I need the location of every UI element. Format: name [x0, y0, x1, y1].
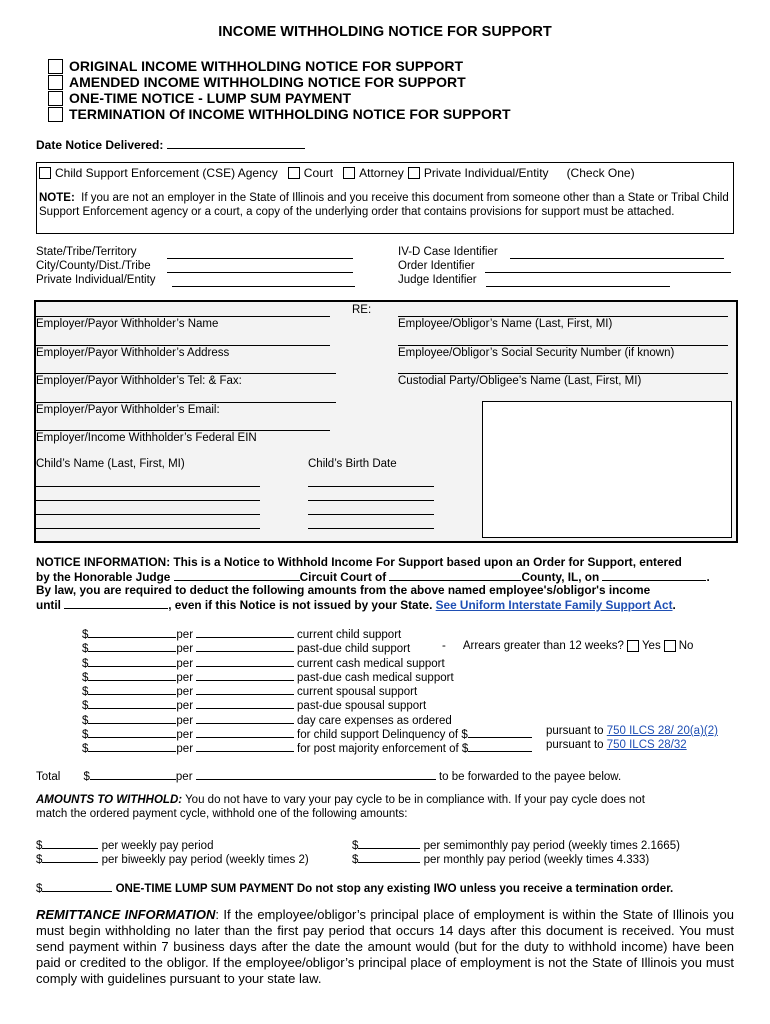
- per-label: per: [176, 714, 194, 727]
- payment-row: [82, 669, 454, 684]
- child-name-field[interactable]: [36, 500, 260, 501]
- payment-description: current spousal support: [297, 686, 418, 698]
- payment-amount-field[interactable]: [88, 655, 176, 667]
- ilcs-link[interactable]: 750 ILCS 28/32: [606, 739, 687, 751]
- notice-info-line4: until , even if this Notice is not issued by your State. See Uniform Interstate Family Support Act.: [36, 598, 676, 612]
- payment-row: [82, 655, 445, 670]
- note-text: If you are not an employer in the State of Illinois and you receive this document from someone other than a State or Tribal Child Support Enforcement agency or a court, a copy of the underlying order that contains provisions for support must be attached.: [39, 192, 729, 218]
- lump-sum-label: ONE-TIME LUMP SUM PAYMENT Do not stop any existing IWO unless you receive a termination order.: [115, 883, 674, 895]
- payment-description: for child support Delinquency of $: [297, 728, 468, 741]
- monthly-amount-field[interactable]: [358, 851, 420, 863]
- judge-identifier-label: Judge Identifier: [398, 274, 477, 286]
- payment-frequency-field[interactable]: [196, 740, 294, 752]
- payment-description: past-due spousal support: [297, 700, 427, 713]
- amounts-paragraph: [36, 794, 645, 806]
- checkbox[interactable]: [408, 167, 420, 179]
- dollar-sign: $: [82, 657, 89, 670]
- dollar-sign: $: [352, 854, 359, 866]
- payment-description: for post majority enforcement of $: [297, 743, 469, 755]
- date-delivered-field[interactable]: [167, 137, 305, 149]
- notice-option-original[interactable]: [48, 58, 463, 74]
- payment-description: current child support: [297, 629, 402, 641]
- notice-option-one-time[interactable]: [48, 90, 351, 106]
- circuit-court-label: Circuit Court of: [299, 570, 390, 584]
- notice-info-line1: NOTICE INFORMATION: This is a Notice to Withhold Income For Support based upon an Order for Support, entered: [36, 555, 682, 569]
- total-tail: to be forwarded to the payee below.: [438, 771, 622, 783]
- city-county-label: City/County/Dist./Tribe: [36, 260, 151, 272]
- custodial-party-label: Custodial Party/Obligee’s Name (Last, First, MI): [398, 375, 642, 387]
- payment-row: [82, 626, 401, 641]
- checkbox[interactable]: [48, 75, 63, 90]
- payment-row: [82, 640, 410, 655]
- employer-email-label: Employer/Payor Withholder’s Email:: [36, 404, 220, 416]
- payment-frequency-field[interactable]: [196, 697, 294, 709]
- until-label: until: [36, 598, 65, 612]
- employee-name-field[interactable]: [398, 316, 728, 317]
- employer-address-field[interactable]: [36, 345, 330, 346]
- circuit-court-field[interactable]: [389, 569, 521, 581]
- date-delivered-row: [36, 137, 305, 152]
- not-issued-text: , even if this Notice is not issued by your State.: [168, 598, 433, 612]
- semimonthly-option: [352, 837, 680, 852]
- semimonthly-label: per semimonthly pay period (weekly times 2.1665): [423, 840, 680, 852]
- dollar-sign: $: [82, 629, 89, 641]
- per-label: per: [176, 728, 194, 741]
- sender-option-label: Private Individual/Entity: [423, 166, 549, 180]
- custodial-party-field[interactable]: [398, 373, 728, 374]
- dollar-sign: $: [36, 840, 43, 852]
- total-amount-field[interactable]: [90, 768, 176, 780]
- delinquency-amount-field[interactable]: [468, 726, 532, 738]
- payment-frequency-field[interactable]: [196, 683, 294, 695]
- state-tribe-label: State/Tribe/Territory: [36, 246, 137, 258]
- re-label: RE:: [352, 304, 372, 316]
- notice-option-amended[interactable]: [48, 74, 466, 90]
- yes-label: Yes: [641, 640, 661, 652]
- checkbox[interactable]: [343, 167, 355, 179]
- payment-amount-field[interactable]: [88, 669, 176, 681]
- order-identifier-label: Order Identifier: [398, 260, 475, 272]
- employer-ein-label: Employer/Income Withholder’s Federal EIN: [36, 432, 257, 444]
- child-dob-field[interactable]: [308, 514, 434, 515]
- dollar-sign: $: [82, 743, 89, 755]
- sender-options: [39, 166, 635, 180]
- dollar-sign: $: [82, 686, 89, 698]
- total-row: [36, 768, 621, 783]
- remittance-text: : If the employee/obligor’s principal place of employment is within the State of Illinois you must begin withholding no later than the first pay period that occurs 14 days after this document is received. You must send payment within 7 business days after the date the amount would (but for the duty to withhold income) have been paid or credited to the obligor. If the employee/obligor’s principal place of employment is not the State of Illinois you must comply with guidelines pursuant to your state law.: [36, 907, 734, 986]
- payment-row: [82, 726, 532, 741]
- dollar-sign: $: [82, 714, 89, 727]
- delinquency-amount-field[interactable]: [468, 740, 532, 752]
- per-label: per: [175, 771, 193, 783]
- note-label: NOTE:: [39, 192, 75, 204]
- employer-address-label: Employer/Payor Withholder’s Address: [36, 347, 230, 359]
- child-dob-field[interactable]: [308, 500, 434, 501]
- payment-row: [82, 697, 426, 712]
- order-date-field[interactable]: [602, 569, 706, 581]
- payment-frequency-field[interactable]: [196, 669, 294, 681]
- arrears-label: Arrears greater than 12 weeks?: [462, 640, 624, 652]
- weekly-amount-field[interactable]: [42, 837, 98, 849]
- employer-phone-field[interactable]: [36, 373, 336, 374]
- semimonthly-amount-field[interactable]: [358, 837, 420, 849]
- notice-option-label: ORIGINAL INCOME WITHHOLDING NOTICE FOR SUPPORT: [69, 58, 464, 74]
- check-one-hint: (Check One): [566, 166, 635, 180]
- payment-description: past-due child support: [297, 643, 411, 656]
- payment-description: current cash medical support: [297, 657, 445, 670]
- per-label: per: [176, 629, 194, 641]
- per-label: per: [176, 743, 194, 755]
- amounts-text: You do not have to vary your pay cycle to be in compliance with. If your pay cycle does not: [182, 794, 645, 806]
- monthly-option: [352, 851, 649, 866]
- iv-d-case-label: IV-D Case Identifier: [398, 246, 498, 258]
- checkbox[interactable]: [48, 91, 63, 106]
- per-label: per: [176, 671, 194, 684]
- ilcs-link[interactable]: 750 ILCS 28/ 20(a)(2): [606, 725, 718, 737]
- payment-amount-field[interactable]: [88, 697, 176, 709]
- sender-note: [39, 191, 731, 219]
- amounts-text-2: match the ordered payment cycle, withhold one of the following amounts:: [36, 808, 408, 820]
- pursuant-row-2: [546, 739, 687, 751]
- sender-option-label: Attorney: [359, 166, 404, 180]
- amounts-heading: AMOUNTS TO WITHHOLD:: [36, 794, 183, 806]
- judge-field[interactable]: [174, 569, 300, 581]
- child-name-label: Child’s Name (Last, First, MI): [36, 458, 185, 470]
- biweekly-amount-field[interactable]: [42, 851, 98, 863]
- lump-sum-amount-field[interactable]: [42, 880, 112, 892]
- dollar-sign: $: [82, 671, 89, 684]
- employer-name-field[interactable]: [36, 316, 330, 317]
- payment-amount-field[interactable]: [88, 640, 176, 652]
- checkbox[interactable]: [39, 167, 51, 179]
- employer-email-field[interactable]: [36, 402, 336, 403]
- per-label: per: [176, 700, 194, 713]
- payment-frequency-field[interactable]: [196, 626, 294, 638]
- sender-option-label: Court: [303, 166, 334, 180]
- notice-info-line2: by the Honorable Judge Circuit Court of County, IL, on .: [36, 570, 710, 584]
- payment-amount-field[interactable]: [88, 726, 176, 738]
- total-label: Total: [36, 771, 61, 783]
- employee-name-label: Employee/Obligor’s Name (Last, First, MI): [398, 318, 613, 330]
- biweekly-option: [36, 851, 309, 866]
- monthly-label: per monthly pay period (weekly times 4.333): [423, 854, 650, 866]
- no-label: No: [678, 640, 694, 652]
- pursuant-row-1: [546, 725, 718, 737]
- payment-frequency-field[interactable]: [196, 712, 294, 724]
- per-label: per: [176, 657, 194, 670]
- child-name-field[interactable]: [36, 528, 260, 529]
- form-title: INCOME WITHHOLDING NOTICE FOR SUPPORT: [218, 24, 552, 40]
- checkbox-yes[interactable]: [627, 640, 639, 652]
- arrears-question: [442, 640, 693, 652]
- checkbox[interactable]: [48, 107, 63, 122]
- payment-description: past-due cash medical support: [297, 671, 454, 684]
- dollar-sign: $: [82, 700, 89, 713]
- notice-option-label: TERMINATION Of INCOME WITHHOLDING NOTICE FOR SUPPORT: [69, 106, 511, 122]
- payment-amount-field[interactable]: [88, 683, 176, 695]
- notice-info-line3: By law, you are required to deduct the following amounts from the above named employee's/obligor's income: [36, 583, 651, 597]
- private-entity-label: Private Individual/Entity: [36, 274, 156, 286]
- order-identifier-field[interactable]: [485, 272, 731, 273]
- employer-ein-field[interactable]: [36, 430, 330, 431]
- child-name-field[interactable]: [36, 514, 260, 515]
- payment-row: [82, 712, 452, 727]
- dollar-sign: $: [352, 840, 359, 852]
- employee-ssn-field[interactable]: [398, 345, 728, 346]
- notice-option-termination[interactable]: [48, 106, 511, 122]
- pursuant-label: pursuant to: [546, 739, 607, 751]
- child-name-field[interactable]: [36, 486, 260, 487]
- dollar-sign: $: [82, 643, 89, 656]
- state-tribe-field[interactable]: [167, 258, 353, 259]
- dollar-sign: $: [82, 728, 89, 741]
- per-label: per: [176, 686, 194, 698]
- notice-option-label: AMENDED INCOME WITHHOLDING NOTICE FOR SUPPORT: [69, 74, 466, 90]
- checkbox-no[interactable]: [664, 640, 676, 652]
- child-dob-field[interactable]: [308, 528, 434, 529]
- weekly-option: [36, 837, 213, 852]
- payment-frequency-field[interactable]: [196, 655, 294, 667]
- remittance-heading: REMITTANCE INFORMATION: [36, 907, 216, 922]
- arrears-dash: -: [442, 640, 446, 652]
- dollar-sign: $: [36, 854, 43, 866]
- payment-frequency-field[interactable]: [196, 726, 294, 738]
- payee-address-box[interactable]: [482, 401, 732, 538]
- payment-row: [82, 683, 417, 698]
- checkbox[interactable]: [288, 167, 300, 179]
- uifsa-link[interactable]: See Uniform Interstate Family Support Act: [435, 598, 673, 612]
- iv-d-case-field[interactable]: [510, 258, 724, 259]
- payment-row: [82, 740, 532, 755]
- dollar-sign: $: [36, 883, 43, 895]
- notice-option-label: ONE-TIME NOTICE - LUMP SUM PAYMENT: [69, 90, 352, 106]
- payment-frequency-field[interactable]: [196, 640, 294, 652]
- judge-label: by the Honorable Judge: [36, 570, 174, 584]
- remittance-paragraph: [36, 907, 734, 987]
- lump-sum-row: [36, 880, 673, 895]
- checkbox[interactable]: [48, 59, 63, 74]
- county-label: County, IL, on: [521, 570, 603, 584]
- payment-description: day care expenses as ordered: [297, 714, 452, 727]
- employee-ssn-label: Employee/Obligor’s Social Security Number (if known): [398, 347, 675, 359]
- weekly-label: per weekly pay period: [101, 840, 214, 852]
- total-period-field[interactable]: [196, 768, 436, 780]
- payment-amount-field[interactable]: [88, 626, 176, 638]
- employer-phone-label: Employer/Payor Withholder’s Tel: & Fax:: [36, 375, 242, 387]
- per-label: per: [176, 643, 194, 656]
- date-delivered-label: Date Notice Delivered:: [36, 138, 164, 152]
- judge-identifier-field[interactable]: [486, 286, 670, 287]
- city-county-field[interactable]: [167, 272, 353, 273]
- dollar-sign: $: [83, 771, 90, 783]
- sender-option-label: Child Support Enforcement (CSE) Agency: [55, 166, 278, 180]
- child-dob-field[interactable]: [308, 486, 434, 487]
- until-date-field[interactable]: [64, 597, 168, 609]
- private-entity-field[interactable]: [172, 286, 355, 287]
- payment-amount-field[interactable]: [88, 712, 176, 724]
- payment-amount-field[interactable]: [88, 740, 176, 752]
- child-dob-label: Child’s Birth Date: [308, 458, 397, 470]
- employer-name-label: Employer/Payor Withholder’s Name: [36, 318, 219, 330]
- biweekly-label: per biweekly pay period (weekly times 2): [101, 854, 309, 866]
- sender-box: [36, 162, 734, 234]
- pursuant-label: pursuant to: [546, 725, 607, 737]
